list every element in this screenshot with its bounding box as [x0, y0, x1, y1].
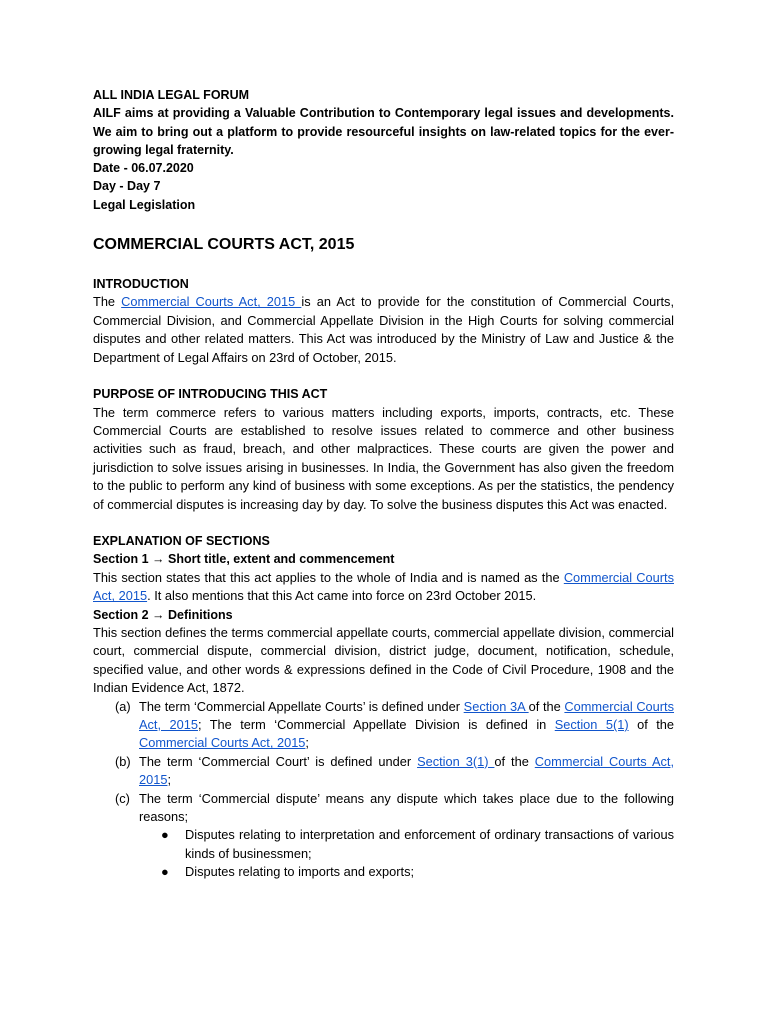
list-item-b	[93, 753, 674, 790]
commercial-courts-act-link[interactable]: Commercial Courts Act, 2015	[121, 294, 302, 310]
section-3-1-link[interactable]: Section 3(1)	[417, 753, 495, 769]
bullet-icon: ●	[161, 827, 169, 843]
sections-explanation	[93, 532, 674, 882]
section-2-text: This section defines the terms commercial appellate courts, commercial appellate division, commercial court, commercial dispute, commercial division, district judge, document, notification, schedule, specified value, and other words & expressions defined in the Code of Civil Procedure, 1908 and the Indian Evidence Act, 1872.	[93, 624, 674, 696]
item-b-text-2: of the	[494, 753, 535, 769]
s1-text-post: . It also mentions that this Act came into force on 23rd October 2015.	[147, 588, 537, 604]
section-1-title: Section 1 → Short title, extent and commencement	[93, 552, 395, 567]
item-b-text-3: ;	[167, 772, 172, 788]
list-item-c	[93, 790, 674, 827]
item-a-text-4: of the	[628, 717, 674, 733]
document-content	[93, 86, 674, 882]
list-marker-a: (a)	[115, 698, 131, 714]
introduction-section	[93, 275, 674, 367]
introduction-heading: INTRODUCTION	[93, 277, 189, 292]
item-a-act-link-1[interactable]: Commercial Courts Act, 2015	[139, 698, 675, 733]
s1-act-link[interactable]: Commercial Courts Act, 2015	[93, 569, 674, 604]
list-marker-c: (c)	[115, 790, 130, 806]
document-title: COMMERCIAL COURTS ACT, 2015	[93, 236, 355, 254]
item-b-text-1: The term ‘Commercial Court’ is defined under	[139, 753, 418, 769]
list-marker-b: (b)	[115, 753, 131, 769]
bullet-text: Disputes relating to interpretation and enforcement of ordinary transactions of various kinds of businessmen;	[185, 827, 674, 861]
introduction-text	[93, 293, 674, 367]
day-line: Day - Day 7	[93, 179, 161, 194]
purpose-text: The term commerce refers to various matters including exports, imports, contracts, etc. These Commercial Courts are established to resolve issues related to commerce and other business activities such as fraud, breach, and other malpractices. These courts are given the power and jurisdiction to solve issues arising in businesses. In India, the Government has also given the freedom to the public to perform any kind of business with some exceptions. As per the statistics, the pendency of commercial disputes is increasing day by day. To solve the business disputes this Act was enacted.	[93, 404, 674, 512]
section-5-1-link[interactable]: Section 5(1)	[554, 717, 629, 733]
bullet-icon: ●	[161, 864, 169, 880]
definitions-list	[93, 698, 674, 882]
list-item-a	[93, 698, 674, 753]
s1-text-pre: This section states that this act applies to the whole of India and is named as the	[93, 569, 564, 585]
item-a-text-5: ;	[305, 735, 309, 751]
sections-heading: EXPLANATION OF SECTIONS	[93, 533, 270, 548]
bullet-item	[93, 826, 674, 863]
section-2-title: Section 2 → Definitions	[93, 607, 233, 622]
item-c-text: The term ‘Commercial dispute’ means any dispute which takes place due to the following reasons;	[139, 790, 674, 825]
org-name: ALL INDIA LEGAL FORUM	[93, 88, 250, 102]
intro-text-pre: The	[93, 294, 122, 310]
item-a-act-link-2[interactable]: Commercial Courts Act, 2015	[139, 735, 306, 751]
bullet-text: Disputes relating to imports and exports;	[185, 864, 415, 880]
item-b-act-link[interactable]: Commercial Courts Act, 2015	[139, 753, 674, 788]
category-line: Legal Legislation	[93, 197, 196, 212]
section-1-text	[93, 569, 674, 606]
header-block	[93, 86, 674, 214]
section-3a-link[interactable]: Section 3A	[463, 698, 529, 714]
org-aims: AILF aims at providing a Valuable Contribution to Contemporary legal issues and developments. We aim to bring out a platform to provide resourceful insights on law-related topics for the ever-growing legal fraternity.	[93, 106, 674, 157]
item-a-text-3: ; The term ‘Commercial Appellate Division is defined in	[197, 717, 555, 733]
purpose-heading: PURPOSE OF INTRODUCING THIS ACT	[93, 387, 328, 402]
bullet-item	[93, 863, 674, 881]
purpose-section	[93, 385, 674, 514]
intro-text-post: is an Act to provide for the constitution of Commercial Courts, Commercial Division, and Commercial Appellate Division in the High Courts for solving commercial disputes and other related matters. This Act was introduced by the Ministry of Law and Justice & the Department of Legal Affairs on 23rd of October, 2015.	[93, 294, 675, 365]
item-a-text-1: The term ‘Commercial Appellate Courts’ is defined under	[139, 698, 464, 714]
item-a-text-2: of the	[528, 698, 565, 714]
date-line: Date - 06.07.2020	[93, 161, 194, 176]
